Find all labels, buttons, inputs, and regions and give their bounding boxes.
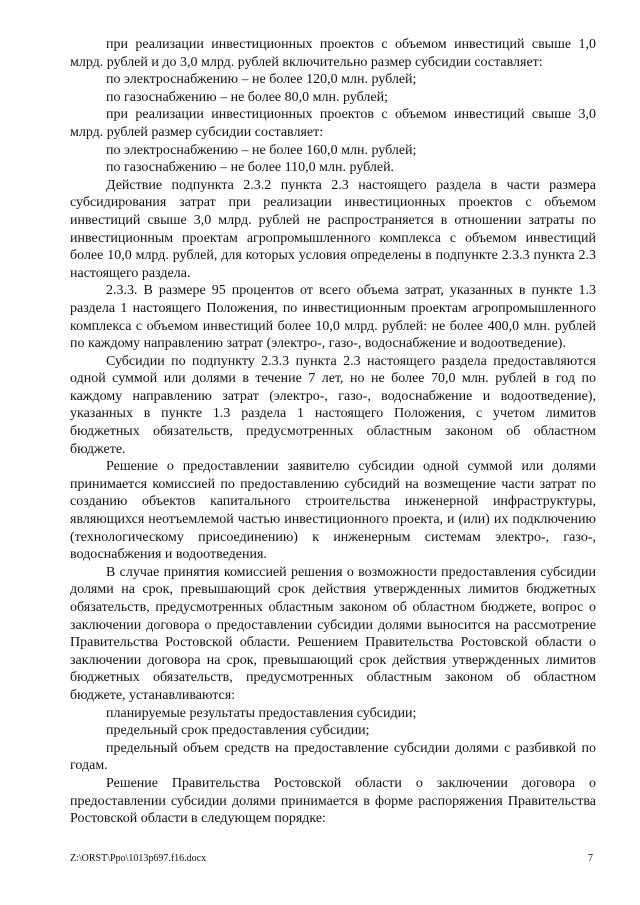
- paragraph-1: при реализации инвестиционных проектов с объемом инвестиций свыше 1,0 млрд. рублей и до 3,0 млрд. рублей включительно размер субсидии составляет:: [70, 37, 596, 70]
- paragraph-6: по газоснабжению – не более 110,0 млн. рублей.: [106, 160, 395, 176]
- paragraph-14: предельный объем средств на предоставление субсидии долями с разбивкой по годам.: [70, 740, 596, 774]
- paragraph-11: В случае принятия комиссией решения о возможности предоставления субсидии долями на срок, превышающий срок действия утвержденных лимитов бюджетных обязательств, предусмотренных областным законом об областном бюджете, вопрос о заключении договора о предоставлении субсидии долями выносится на рассмотрение Правительства Ростовской области. Решением Правительства Ростовской области о заключении договора на срок, превышающий срок действия утвержденных лимитов бюджетных обязательств, предусмотренных областным законом об областном бюджете, устанавливаются:: [70, 564, 596, 703]
- paragraph-13: предельный срок предоставления субсидии;: [106, 723, 370, 739]
- document-body: [70, 36, 596, 828]
- paragraph-9: Субсидии по подпункту 2.3.3 пункта 2.3 настоящего раздела предоставляются одной суммой или долями в течение 7 лет, но не более 70,0 млн. рублей в год по каждому направлению затрат (электро-, газо-, водоснабжение и водоотведение), указанных в пункте 1.3 раздела 1 настоящего Положения, с учетом лимитов бюджетных обязательств, предусмотренных областным законом об областном бюджете.: [70, 353, 596, 457]
- paragraph-2: по электроснабжению – не более 120,0 млн. рублей;: [106, 72, 417, 88]
- paragraph-10: Решение о предоставлении заявителю субсидии одной суммой или долями принимается комиссией по предоставлению субсидий на возмещение части затрат по созданию объектов капитального строительства инженерной инфраструктуры, являющихся неотъемлемой частью инвестиционного проекта, и (или) их подключению (технологическому присоединению) к инженерным системам электро-, газо-, водоснабжения и водоотведения.: [70, 459, 596, 563]
- paragraph-15: Решение Правительства Ростовской области о заключении договора о предоставлении субсидии долями принимается в форме распоряжения Правительства Ростовской области в следующем порядке:: [70, 775, 596, 827]
- paragraph-7: Действие подпункта 2.3.2 пункта 2.3 настоящего раздела в части размера субсидирования затрат при реализации инвестиционных проектов с объемом инвестиций свыше 3,0 млрд. рублей не распространяется в отношении затраты по инвестиционным проектам агропромышленного комплекса с объемом инвестиций более 10,0 млрд. рублей, для которых условия определены в подпункте 2.3.3 пункта 2.3 настоящего раздела.: [70, 177, 596, 281]
- paragraph-3: по газоснабжению – не более 80,0 млн. рублей;: [106, 89, 388, 105]
- paragraph-4: при реализации инвестиционных проектов с объемом инвестиций свыше 3,0 млрд. рублей размер субсидии составляет:: [70, 107, 596, 140]
- paragraph-5: по электроснабжению – не более 160,0 млн. рублей;: [106, 142, 417, 158]
- footer-file-path: Z:\ORST\Ppo\1013p697.f16.docx: [70, 853, 207, 864]
- footer-page-number: 7: [588, 853, 593, 864]
- paragraph-8: 2.3.3. В размере 95 процентов от всего объема затрат, указанных в пункте 1.3 раздела 1 настоящего Положения, по инвестиционным проектам агропромышленного комплекса с объемом инвестиций более 10,0 млрд. рублей: не более 400,0 млн. рублей по каждому направлению затрат (электро-, газо-, водоснабжение и водоотведение).: [70, 283, 596, 352]
- paragraph-12: планируемые результаты предоставления субсидии;: [106, 705, 417, 721]
